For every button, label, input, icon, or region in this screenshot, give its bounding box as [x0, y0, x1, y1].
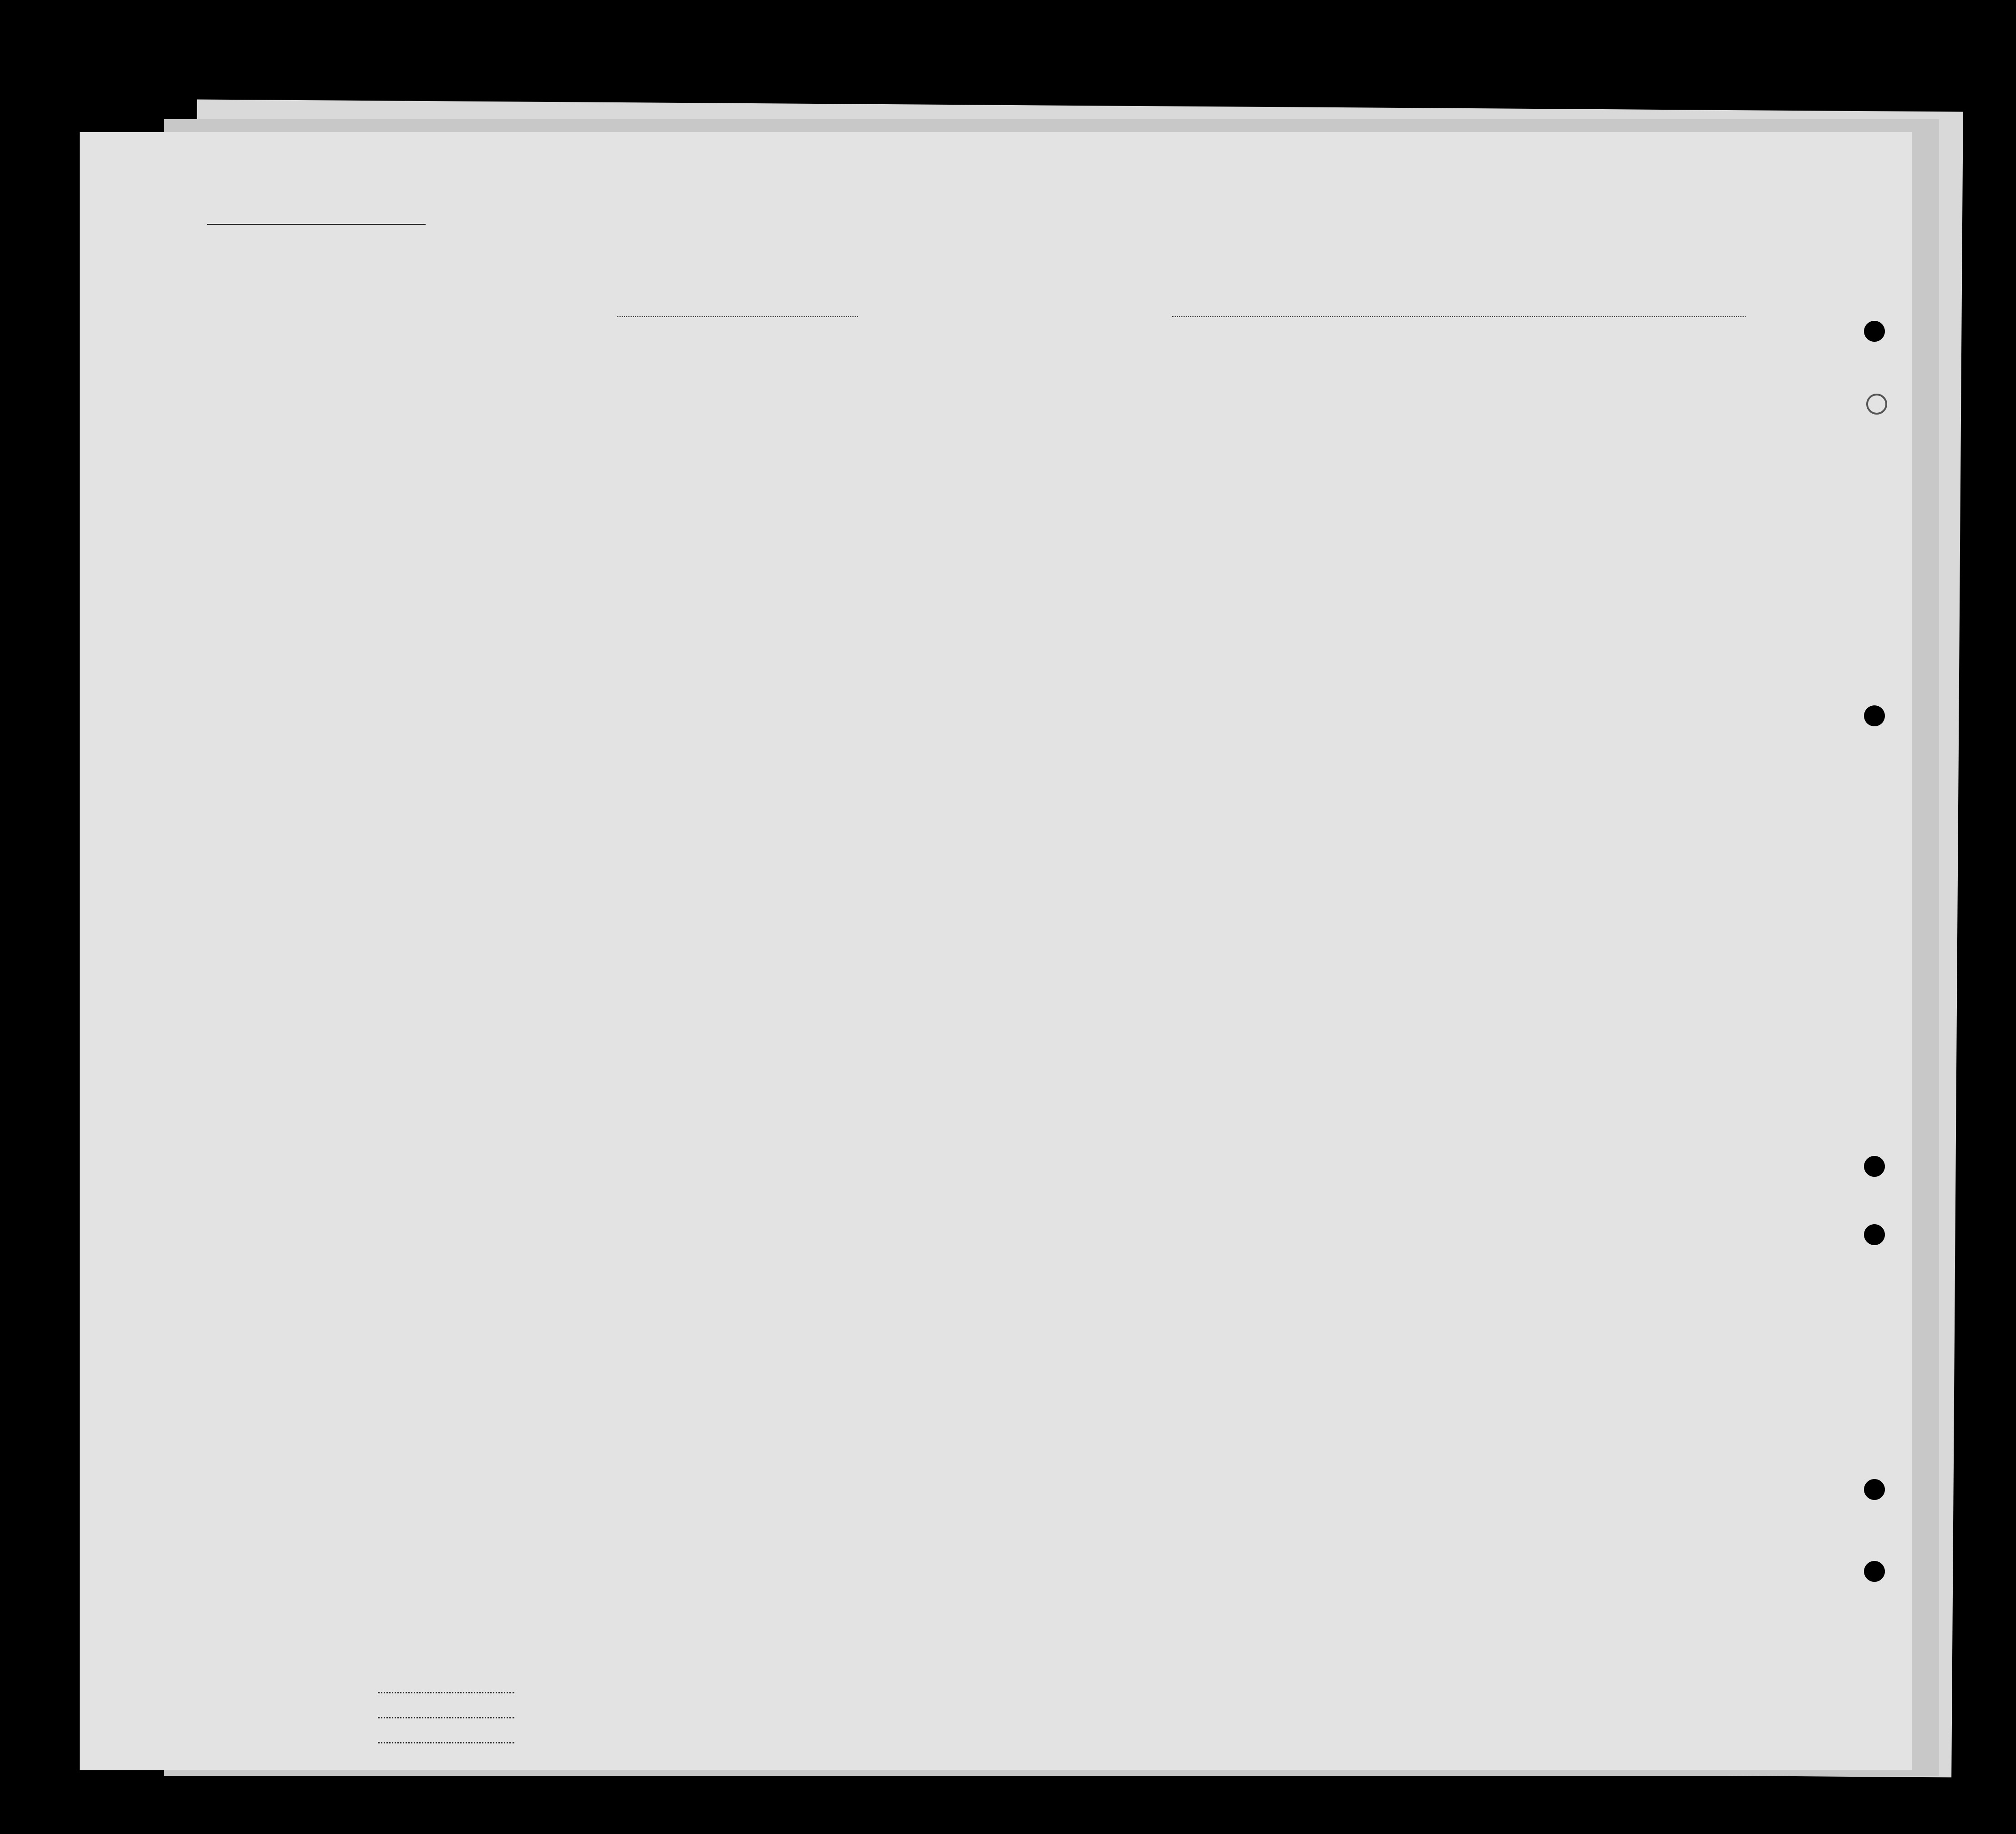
punch-hole [1866, 394, 1887, 415]
footer-aliens-line [378, 1742, 514, 1743]
punch-hole [1864, 1479, 1885, 1500]
ship-underline [617, 316, 858, 317]
list-underline [207, 224, 426, 225]
manifest-sheet [80, 132, 1912, 1770]
footer-total-line [378, 1692, 514, 1693]
date-underline [1527, 316, 1746, 317]
punch-hole [1864, 1561, 1885, 1582]
ruled-grid [80, 132, 1912, 1770]
port-underline [1172, 316, 1564, 317]
punch-hole [1864, 705, 1885, 726]
footer-citizens-line [378, 1717, 514, 1718]
punch-hole [1864, 321, 1885, 342]
punch-hole [1864, 1156, 1885, 1177]
punch-hole [1864, 1224, 1885, 1245]
